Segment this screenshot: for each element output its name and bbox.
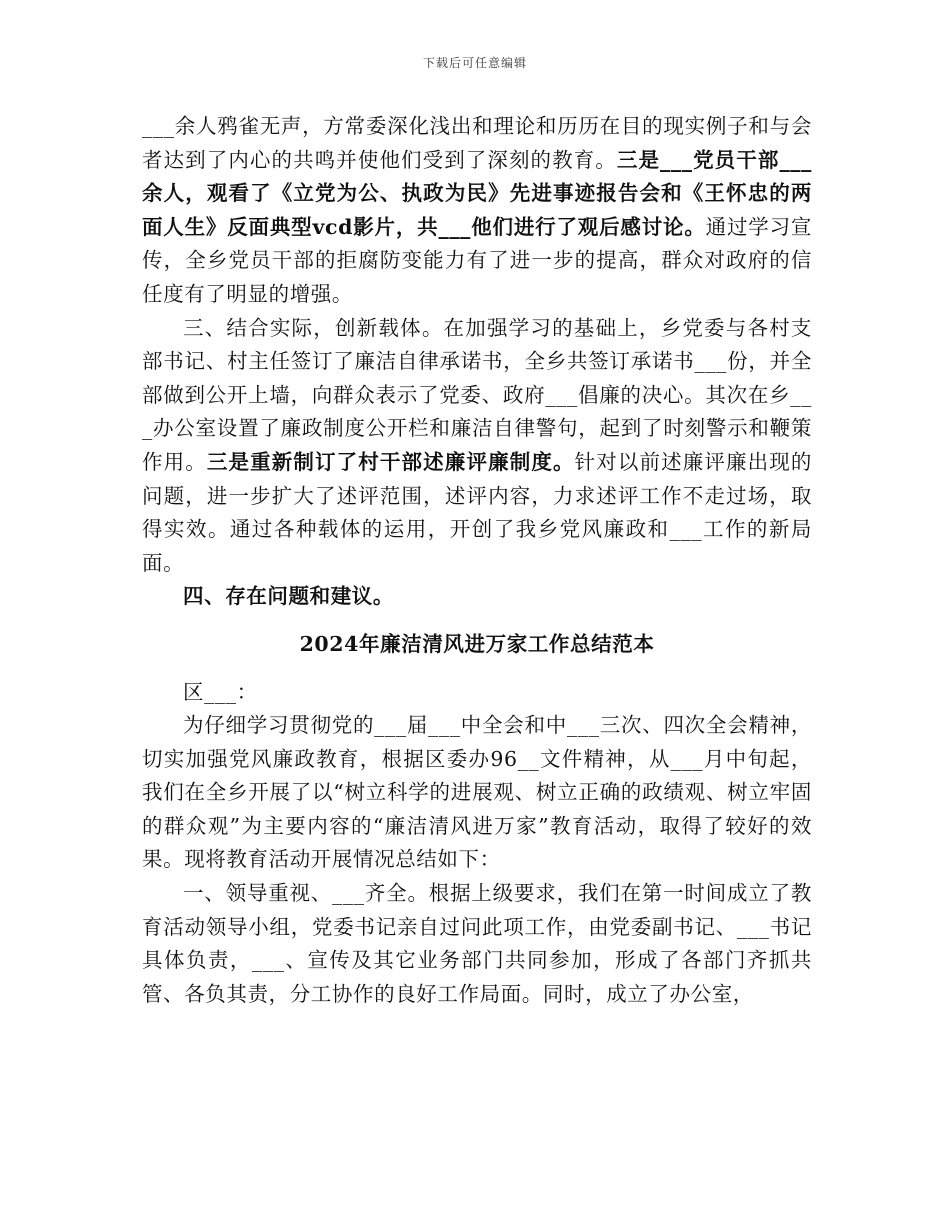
spacer <box>142 662 812 676</box>
paragraph-1 <box>142 110 812 312</box>
document-body <box>142 110 812 1011</box>
intro-paragraph: 为仔细学习贯彻党的___届___中全会和中___三次、四次全会精神，切实加强党风廉政教育，根据区委办96__文件精神，从___月中旬起，我们在全乡开展了以“树立科学的进展观、树立正确的政绩观、树立牢固的群众观”为主要内容的“廉洁清风进万家”教育活动，取得了较好的效果。现将教育活动开展情况总结如下： <box>142 713 812 872</box>
paragraph-1-text-c: 通过学习宣传，全乡党员干部的拒腐防变能力有了进一步的提高，群众对政府的信任度有了明显的增强。 <box>142 214 812 306</box>
paragraph-2-bold-text: 三是重新制订了村干部述廉评廉制度。 <box>206 449 575 474</box>
paragraph-1-bold-text: 三是___党员干部___余人，观看了《立党为公、执政为民》先进事迹报告会和《王怀忠的两面人生》反面典型vcd影片，共___他们进行了观后感讨论。 <box>142 147 812 239</box>
section-heading-problems: 四、存在问题和建议。 <box>183 584 394 609</box>
paragraph-1-text-a: ___余人鸦雀无声，方常委深化浅出和理论和历历在目的现实例子和与会者达到了内心的共鸣并使他们受到了深刻的教育。 <box>142 114 812 172</box>
document-title: 2024年廉洁清风进万家工作总结范本 <box>299 631 655 656</box>
spacer <box>142 614 812 628</box>
salutation: 区___： <box>183 679 258 704</box>
paragraph-2-text-c: 针对以前述廉评廉出现的问题，进一步扩大了述评范围，述评内容，力求述评工作不走过场，取得实效。通过各种载体的运用，开创了我乡党风廉政和___工作的新局面。 <box>142 449 812 575</box>
paragraph-2-text-a: 三、结合实际，创新载体。在加强学习的基础上，乡党委与各村支部书记、村主任签订了廉洁自律承诺书，全乡共签订承诺书___份，并全部做到公开上墙，向群众表示了党委、政府___倡廉的决心。其次在乡___办公室设置了廉政制度公开栏和廉洁自律警句，起到了时刻警示和鞭策作用。 <box>142 315 812 474</box>
section-1-paragraph: 一、领导重视、___齐全。根据上级要求，我们在第一时间成立了教育活动领导小组，党委书记亲自过问此项工作，由党委副书记、___书记具体负责，___、宣传及其它业务部门共同参加，形成了各部门齐抓共管、各负其责，分工协作的良好工作局面。同时，成立了办公室， <box>142 881 812 1006</box>
paragraph-2 <box>142 312 812 581</box>
page-header: 下载后可任意编辑 <box>422 56 527 70</box>
